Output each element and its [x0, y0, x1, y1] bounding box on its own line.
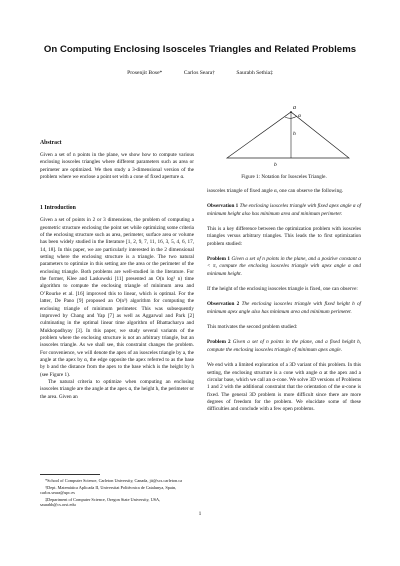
problem-1-label: Problem 1 — [207, 256, 231, 263]
observation-2-label: Observation 2 — [207, 301, 240, 308]
observation-1-text: The enclosing isosceles triangle with fixed apex angle α of minimum height also has minimum area and minimum perimeter. — [207, 203, 361, 217]
footnote-2: †Dept. Matemàtica Aplicada II, Universitat Politècnica de Catalunya, Spain, carlos.seara@upc.es — [40, 484, 177, 496]
observation-2-text: The enclosing isosceles triangle with fixed height h of minimum apex angle also has minimum area and minimum perimeter. — [207, 301, 361, 315]
apex-label: a — [293, 105, 296, 111]
observation-2 — [207, 301, 361, 316]
abstract-text: Given a set of n points in the plane, we show how to compute various enclosing isosceles triangles where different parameters such as area or perimeter are optimized. We then study a 3-dimensional version of the problem where we enclose a point set with a cone of fixed aperture α. — [40, 152, 194, 181]
problem-2-text: Given a set of n points in the plane, and a fixed height h, compute the enclosing isosceles triangle of minimum apex angle. — [207, 339, 362, 353]
intro-paragraph-2: The natural criteria to optimize when computing an enclosing isosceles triangle are the angle at the apex α, the height h, the perimeter or the area. Given an — [40, 378, 194, 400]
right-lead-text: isosceles triangle of fixed angle α, one can observe the following. — [207, 188, 344, 194]
angle-label: α — [298, 113, 301, 119]
right-column — [207, 100, 361, 422]
author-3: Saurabh Sethia‡ — [236, 70, 273, 76]
paragraph-after-obs1: This is a key difference between the optimization problem with isosceles triangles versus arbitrary triangles. This leads the to first optimization problem studied: — [207, 226, 361, 247]
left-column — [40, 140, 194, 401]
problem-1 — [207, 256, 361, 278]
author-2: Carlos Seara† — [183, 70, 215, 76]
isosceles-triangle-diagram — [207, 100, 361, 172]
observation-1 — [207, 203, 361, 218]
problem-2 — [207, 339, 361, 354]
problem-2-label: Problem 2 — [207, 339, 231, 346]
author-list — [0, 70, 400, 76]
height-label: h — [293, 131, 296, 137]
page-number: 1 — [198, 511, 202, 517]
triangle-outline — [227, 112, 349, 158]
paragraph-after-obs2: This motivates the second problem studied: — [207, 324, 298, 331]
apex-point — [290, 111, 292, 113]
base-label: b — [274, 162, 277, 168]
paragraph-3d-variant: We end with a limited exploration of a 3D variant of this problem. In this setting, the enclosing structure is a cone with angle α at the apex and a circular base, which we call an α-cone. We solve 3D versions of Problems 1 and 2 with the additional constraint that the orientation of the α-cone is fixed. The general 3D problem is more difficult since there are more degrees of freedom for the problem. We elucidate some of these difficulties and conclude with a few open problems. — [207, 362, 361, 413]
author-1: Prosenjit Bose* — [127, 70, 163, 76]
intro-heading: 1 Introduction — [40, 205, 76, 212]
footnote-rule — [40, 474, 100, 475]
intro-paragraph-1: Given a set of points in 2 or 3 dimensions, the problem of computing a geometric structure enclosing the point set while optimizing some criteria of the enclosing structure such as area, perimeter, surface area or volume has been widely studied in the literature [1, 2, 9, 7, 11, 16, 3, 5, 4, 6, 17, 14, 18]. In this paper, we are particularly interested in the 2 dimensional setting where the enclosing structure is a triangle. The two natural parameters to optimize in this setting are the area or the perimeter of the enclosing triangle. Both problems are well-studied in the literature. For the former, Klee and Laskowski [11] presented an O(n log² n) time algorithm to compute the enclosing triangle of minimum area and O’Rourke et al. [16] improved this to linear, which is optimal. For the latter, De Pano [9] proposed an O(n³) algorithm for computing the enclosing triangle of minimum perimeter. This was subsequently improved by Chang and Yap [7] as well as Aggarwal and Park [2] culminating in the optimal linear time algorithm of Bhattacharya and Mukhopadhyay [3]. In this paper, we study several variants of the problem where the enclosing structure is not an arbitrary triangle, but an isosceles triangle. As we shall see, this constraint changes the problem. For convenience, we will denote the apex of an isosceles triangle by a, the angle at the apex by α, the edge opposite the apex referred to as the base by b and the distance from the apex to the base which is the height by h (see Figure 1). — [40, 217, 194, 378]
paper-title: On Computing Enclosing Isosceles Triangles and Related Problems — [43, 44, 357, 55]
footnotes — [40, 474, 194, 509]
paragraph-after-prob1: If the height of the enclosing isosceles triangle is fixed, one can observe: — [207, 286, 358, 293]
observation-1-label: Observation 1 — [207, 203, 239, 210]
problem-1-text: Given a set of n points in the plane, and a positive constant α < π, compute the enclosing isosceles triangle with apex angle α and minimum height. — [207, 256, 362, 277]
figure-caption: Figure 1: Notation for Isosceles Triangle. — [241, 174, 327, 180]
abstract-heading: Abstract — [40, 140, 62, 146]
footnote-1: *School of Computer Science, Carleton University, Canada, jit@scs.carleton.ca — [45, 478, 183, 483]
figure-1 — [207, 100, 361, 172]
footnote-3: ‡Department of Computer Science, Oregon State University, USA, saurabh@cs.orst.edu — [40, 497, 161, 508]
